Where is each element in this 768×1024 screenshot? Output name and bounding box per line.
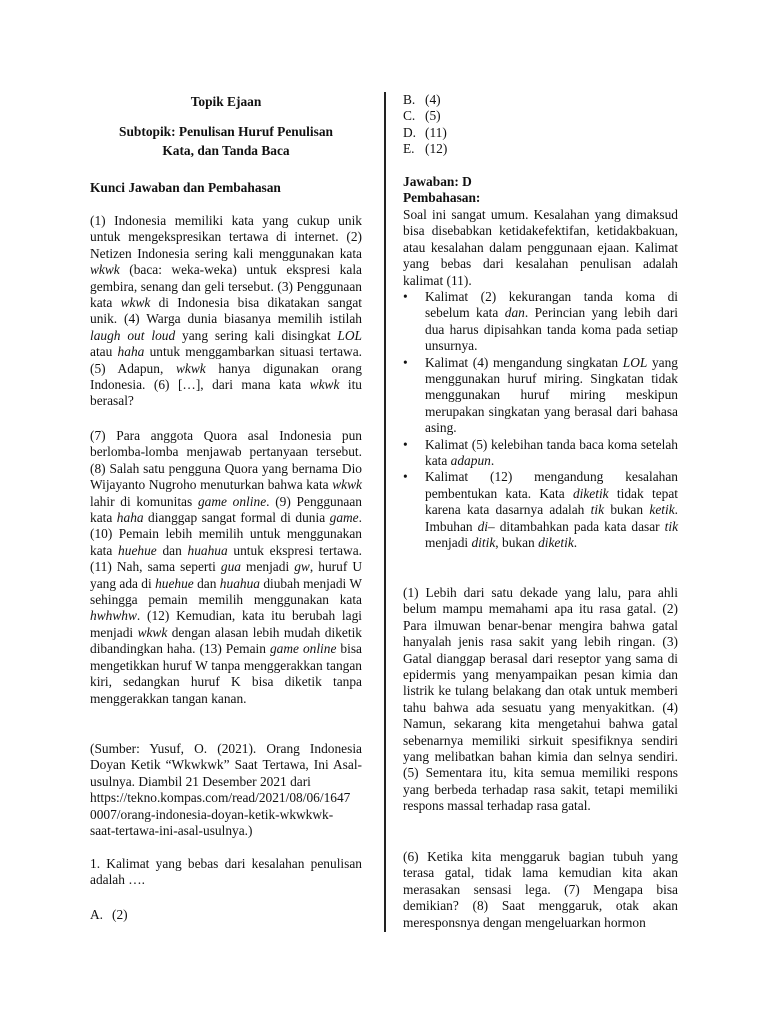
section-heading: Kunci Jawaban dan Pembahasan [90, 180, 281, 195]
discussion-label: Pembahasan: [403, 190, 481, 205]
answer-key: Jawaban: D [403, 174, 472, 189]
discussion-intro: Soal ini sangat umum. Kesalahan yang dimaksud bisa disebabkan ketidakefektifan, ketidakbakuan, atau kesalahan dalam penggunaan ejaan. Kalimat yang bebas dari kesalahan penulisan adalah kalimat (11). [403, 207, 678, 288]
option-c: C. (5) [403, 108, 441, 124]
bullet-item: • Kalimat (5) kelebihan tanda baca koma setelah kata adapun. [403, 436, 678, 469]
option-e: E. (12) [403, 141, 448, 157]
option-b: B. (4) [403, 92, 441, 107]
topic-title: Topik Ejaan [190, 94, 262, 109]
bullet-item: • Kalimat (2) kekurangan tanda koma di sebelum kata dan. Perincian yang lebih dari dua harus dipisahkan tanda koma pada setiap unsurnya. [403, 289, 679, 354]
bullet-item: • Kalimat (12) mengandung kesalahan pembentukan kata. Kata diketik tidak tepat karena kata dasarnya adalah tik bukan ketik. Imbuhan di– ditambahkan pada kata dasar tik menjadi ditik, bukan diketik. [403, 469, 679, 551]
option-d: D. (11) [403, 124, 447, 140]
subtopic-title-line2: Kata, dan Tanda Baca [162, 143, 290, 158]
source-url[interactable]: https://tekno.kompas.com/read/2021/08/06/1647 [90, 790, 351, 806]
question-1: 1. Kalimat yang bebas dari kesalahan penulisan adalah …. [90, 856, 362, 888]
subtopic-title-line1: Subtopik: Penulisan Huruf Penulisan [119, 124, 333, 139]
discussion-bullets [403, 289, 678, 552]
reading-paragraph-1: (1) Lebih dari satu dekade yang lalu, para ahli belum mampu memahami apa itu rasa gatal. (2) Para ilmuwan benar-benar mengira bahwa gatal hanyalah jenis rasa sakit yang lebih ringan. (3) Gatal dianggap berasal dari reseptor yang sama di epidermis yang menyampaikan pesan kimia dan listrik ke tulang belakang dan otak untuk memberi tahu bahwa ada sesuatu yang menyakitkan. (4) Namun, sekarang kita mengetahui bahwa gatal sebenarnya memiliki sirkuit spesifiknya sendiri yang melibatkan bahan kimia dan selnya sendiri. (5) Sementara itu, kita semua memiliki respons yang berbeda terhadap rasa sakit, tetapi memiliki respons massal terhadap rasa gatal. [403, 585, 678, 814]
paragraph-2: (7) Para anggota Quora asal Indonesia pun berlomba-lomba menjawab pertanyaan tersebut. (8) Salah satu pengguna Quora yang bernama Dio Wijayanto Nugroho menuturkan bahwa kata wkwk lahir di komunitas game online. (9) Penggunaan kata haha dianggap sangat formal di dunia game. (10) Pemain lebih memilih untuk menggunakan kata huehue dan huahua untuk ekspresi tertawa. (11) Nah, sama seperti gua menjadi gw, huruf U yang ada di huehue dan huahua diubah menjadi W sehingga pemain memilih menggunakan kata hwhwhw. (12) Kemudian, kata itu berubah lagi menjadi wkwk dengan alasan lebih mudah diketik dibandingkan haha. (13) Pemain game online bisa mengetikkan huruf W tanpa menggerakkan tangan kiri, sedangkan huruf K bisa diketik tanpa menggerakkan tangan kanan. [90, 428, 363, 706]
column-divider [384, 92, 386, 932]
reading-paragraph-2: (6) Ketika kita menggaruk bagian tubuh yang terasa gatal, tidak lama kemudian kita akan merasakan sensasi lega. (7) Mengapa bisa demikian? (8) Saat menggaruk, otak akan meresponsnya dengan mengeluarkan hormon [403, 849, 678, 930]
bullet-item: • Kalimat (4) mengandung singkatan LOL yang menggunakan huruf miring. Singkatan tidak menggunakan huruf miring meskipun merupakan singkatan yang berasal dari bahasa asing. [403, 354, 678, 436]
option-a: A. (2) [90, 907, 128, 922]
paragraph-1: (1) Indonesia memiliki kata yang cukup unik untuk mengekspresikan tertawa di internet. (2) Netizen Indonesia sering kali menggunakan kata wkwk (baca: weka-weka) untuk ekspresi kala gembira, senang dan geli tersebut. (3) Penggunaan kata wkwk di Indonesia bisa dikatakan sangat unik. (4) Warga dunia biasanya memilih istilah laugh out loud yang sering kali disingkat LOL atau haha untuk menggambarkan situasi tertawa. (5) Adapun, wkwk hanya digunakan orang Indonesia. (6) […], dari mana kata wkwk itu berasal? [90, 213, 362, 409]
options-list [403, 92, 678, 158]
source-citation: (Sumber: Yusuf, O. (2021). Orang Indonesia Doyan Ketik “Wkwkwk” Saat Tertawa, Ini Asal-usulnya. Diambil 21 Desember 2021 dari https://tekno.kompas.com/read/2021/08/06/1647 0007/orang-indonesia-doyan-ketik-wkwkwk- saat-tertawa-ini-asal-usulnya.) [90, 741, 362, 839]
